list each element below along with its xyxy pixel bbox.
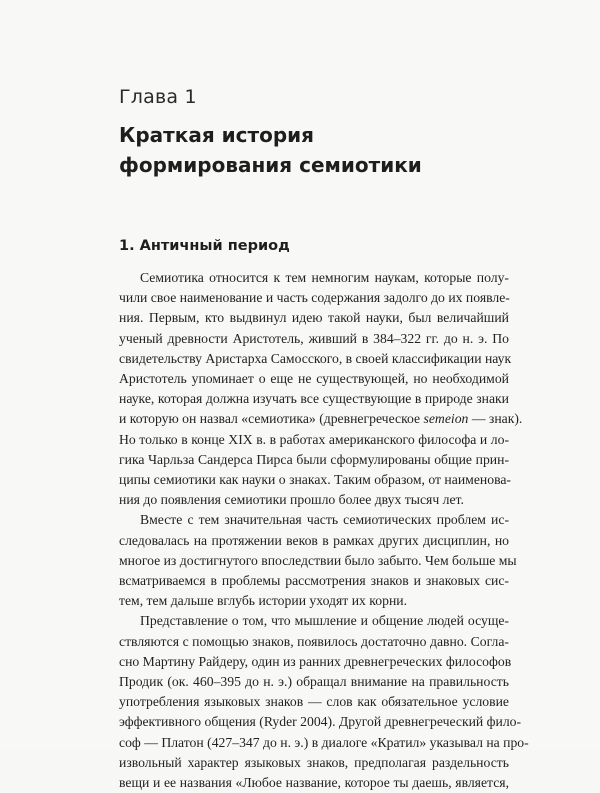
text-line: чили свое наименование и часть содержания задолго до их появле- xyxy=(119,290,510,306)
text-line: извольный характер языковых знаков, предполагая раздельность xyxy=(119,754,509,770)
text-line: Вместе с тем значительная часть семиотических проблем ис- xyxy=(140,512,509,528)
text-line: следовалась на протяжении веков в рамках других дисциплин, но xyxy=(119,532,509,548)
text-line: многое из достигнутого впоследствии было забыто. Чем больше мы xyxy=(119,552,517,568)
text-line: сно Мартину Райдеру, один из ранних древнегреческих философов xyxy=(119,653,512,669)
text-line: соф — Платон (427–347 до н. э.) в диалоге «Кратил» указывал на про- xyxy=(119,734,529,750)
paragraph xyxy=(119,611,529,793)
text-line: Аристотель упоминает о еще не существующей, но необходимой xyxy=(119,371,509,387)
text-line: употребления языковых знаков — слов как обязательное условие xyxy=(119,694,509,710)
text-line: Семиотика относится к тем немногим наукам, которые полу- xyxy=(140,270,509,285)
text-line: ствляются с помощью знаков, появилось достаточно давно. Согла- xyxy=(119,633,509,649)
body-text xyxy=(119,268,529,793)
text-line: гика Чарльза Сандерса Пирса были сформулированы общие прин- xyxy=(119,451,509,467)
text-line: ципы семиотики как науки о знаках. Таким образом, от наименова- xyxy=(119,472,511,488)
text-line: Продик (ок. 460–395 до н. э.) обращал внимание на правильность xyxy=(119,674,509,690)
text-line: ния до появления семиотики прошло более двух тысяч лет. xyxy=(119,492,464,508)
chapter-title xyxy=(119,120,539,180)
text-line: свидетельству Аристарха Самосского, в своей классификации наук xyxy=(119,350,512,366)
chapter-label: Глава 1 xyxy=(119,86,197,108)
text-line: вещи и ее названия «Любое название, которое ты даешь, является, xyxy=(119,775,509,791)
chapter-title-line: Краткая история xyxy=(119,123,314,147)
chapter-title-line: формирования семиотики xyxy=(119,153,422,177)
text-line: Представление о том, что мышление и общение людей осуще- xyxy=(140,613,509,629)
text-line: Но только в конце XIX в. в работах американского философа и ло- xyxy=(119,431,509,447)
text-line: тем, тем дальше вглубь истории уходят их корни. xyxy=(119,593,408,609)
text-line: ученый древности Аристотель, живший в 384–322 гг. до н. э. По xyxy=(119,330,509,346)
text-line: всматриваемся в проблемы рассмотрения знаков и знаковых сис- xyxy=(119,573,509,589)
paragraph xyxy=(119,510,517,611)
text-line: и которую он назвал «семиотика» (древнегреческое semeion — знак). xyxy=(119,411,523,427)
text-line: эффективного общения (Ryder 2004). Другой древнегреческий фило- xyxy=(119,714,522,730)
text-line: ния. Первым, кто выдвинул идею такой науки, был величайший xyxy=(119,310,509,326)
text-line: науке, которая должна изучать все существующие в природе знаки xyxy=(119,391,509,407)
paragraph xyxy=(119,268,523,510)
section-heading: 1. Античный период xyxy=(119,238,290,254)
